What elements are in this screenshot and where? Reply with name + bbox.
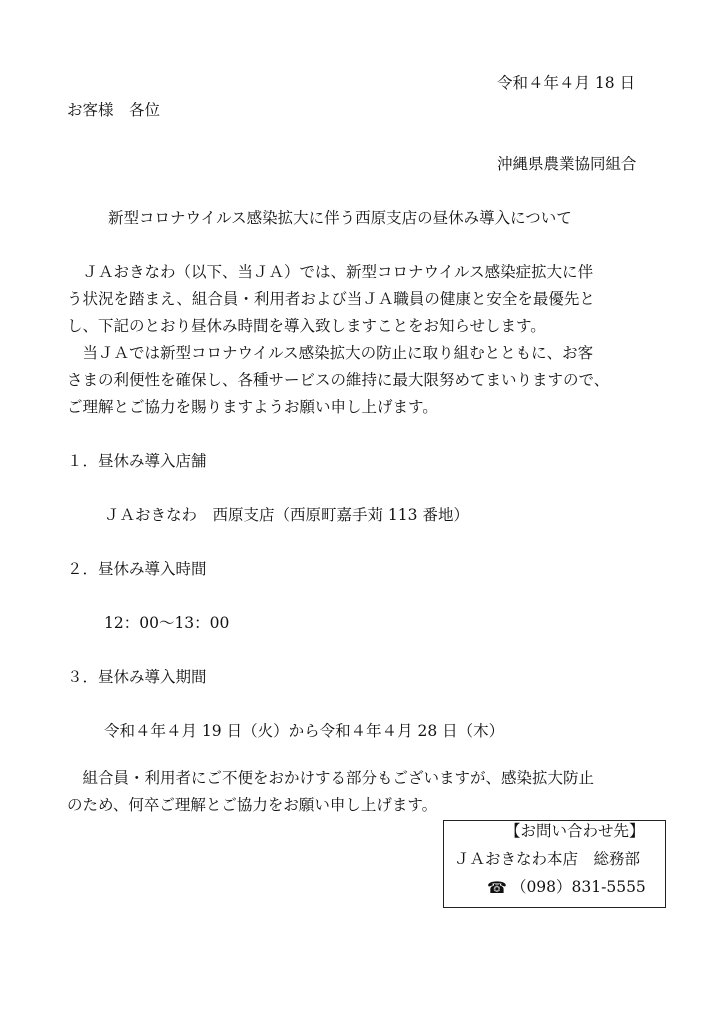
intro-line: 当ＪＡでは新型コロナウイルス感染拡大の防止に取り組むとともに、お客	[67, 344, 594, 362]
contact-phone-line	[487, 880, 646, 896]
section-heading: ２．昼休み導入時間	[67, 560, 207, 578]
intro-line: ＪＡおきなわ（以下、当ＪＡ）では、新型コロナウイルス感染症拡大に伴	[67, 263, 594, 281]
intro-line: う状況を踏まえ、組合員・利用者および当ＪＡ職員の健康と安全を最優先と	[67, 290, 595, 308]
section-heading: ３．昼休み導入期間	[67, 668, 207, 686]
document-date: 令和４年４月 18 日	[497, 74, 636, 92]
document-title: 新型コロナウイルス感染拡大に伴う西原支店の昼休み導入について	[108, 209, 572, 227]
contact-phone: （098）831-5555	[510, 878, 646, 896]
section-body: 12：00～13：00	[104, 614, 230, 632]
contact-box	[443, 820, 666, 908]
closing-line: 組合員・利用者にご不便をおかけする部分もございますが、感染拡大防止	[67, 769, 595, 787]
contact-office: ＪＡおきなわ本店 総務部	[454, 850, 641, 868]
contact-heading: 【お問い合わせ先】	[505, 822, 645, 840]
intro-line: し、下記のとおり昼休み時間を導入致しますことをお知らせします。	[67, 317, 546, 335]
recipient-line: お客様 各位	[67, 101, 161, 119]
section-body: 令和４年４月 19 日（火）から令和４年４月 28 日（木）	[104, 722, 505, 740]
telephone-icon: ☎	[487, 878, 507, 897]
intro-line: さまの利便性を確保し、各種サービスの維持に最大限努めてまいりますので、	[67, 371, 610, 389]
closing-line: のため、何卒ご理解とご協力をお願い申し上げます。	[67, 796, 438, 814]
section-body: ＪＡおきなわ 西原支店（西原町嘉手苅 113 番地）	[104, 506, 469, 524]
section-heading: １．昼休み導入店舗	[67, 452, 207, 470]
sender-organization: 沖縄県農業協同組合	[497, 155, 637, 173]
intro-line: ご理解とご協力を賜りますようお願い申し上げます。	[67, 398, 438, 416]
